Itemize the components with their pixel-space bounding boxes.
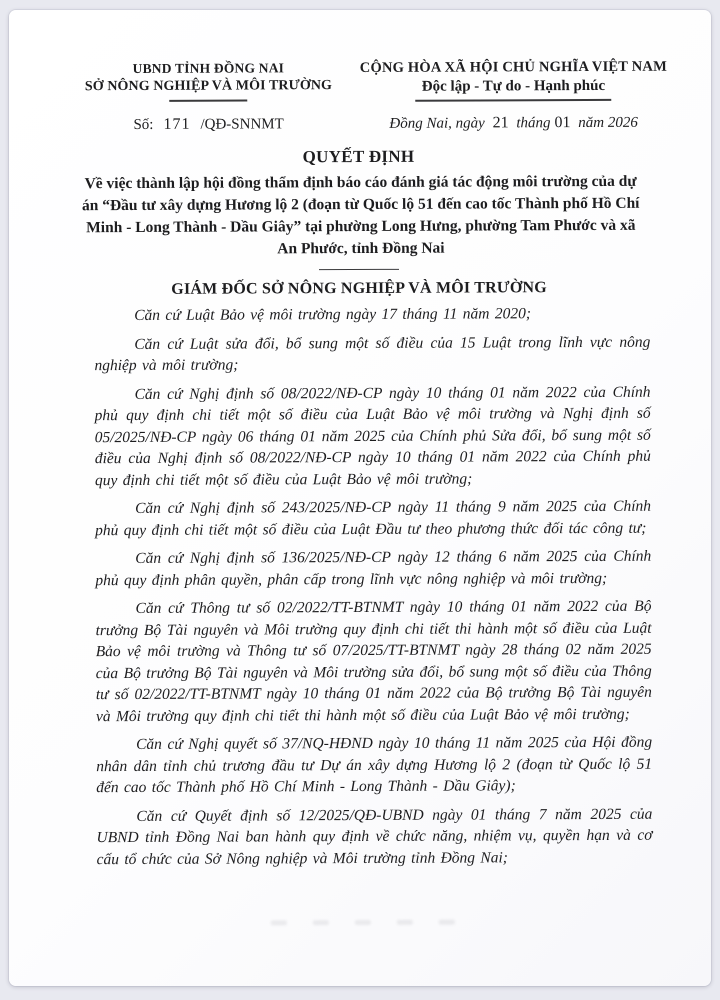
- issuer-rule: [170, 99, 248, 101]
- bleed-through-marks: [271, 919, 571, 928]
- dateline-day: 21: [492, 113, 509, 131]
- issuer-department: SỞ NÔNG NGHIỆP VÀ MÔI TRƯỜNG: [84, 78, 333, 95]
- document-content: [9, 10, 711, 986]
- national-motto-line2: Độc lập - Tự do - Hạnh phúc: [421, 77, 606, 95]
- recital-paragraph: Căn cứ Thông tư số 02/2022/TT-BTNMT ngày 10 tháng 01 năm 2022 của Bộ trưởng Bộ Tài nguyên và Môi trường quy định chi tiết thi hành một số điều của Luật Bảo vệ môi trường và Thông tư số 07/2025/TT-BTNMT ngày 28 tháng 02 năm 2025 của Bộ trưởng Bộ Tài nguyên và Môi trường sửa đổi, bổ sung một số điều của Thông tư số 02/2022/TT-BTNMT ngày 10 tháng 01 năm 2022 của Bộ trưởng Bộ Tài nguyên và Môi trường quy định chi tiết thi hành một số điều của Luật Bảo vệ môi trường;: [95, 597, 652, 725]
- document-header: [71, 59, 681, 103]
- document-subject: Về việc thành lập hội đồng thẩm định báo cáo đánh giá tác động môi trường của dự án “Đầu tư xây dựng Hương lộ 2 (đoạn từ Quốc lộ 51 đến cao tốc Thành phố Hồ Chí Minh - Long Thành - Dầu Giây” tại phường Long Hưng, phường Tam Phước và xã An Phước, tỉnh Đồng Nai: [81, 172, 640, 257]
- recital-paragraph: Căn cứ Nghị định số 08/2022/NĐ-CP ngày 10 tháng 01 năm 2022 của Chính phủ quy định chi tiết một số điều của Luật Bảo vệ môi trường và Nghị định số 05/2025/NĐ-CP ngày 06 tháng 01 năm 2025 của Chính phủ Sửa đổi, bổ sung một số điều của Nghị định số 08/2022/NĐ-CP ngày 10 tháng 01 năm 2022 của Chính phủ quy định chi tiết một số điều của Luật Bảo vệ môi trường;: [94, 383, 651, 489]
- number-suffix: /QĐ-SNNMT: [200, 115, 284, 133]
- recital-paragraph: Căn cứ Nghị quyết số 37/NQ-HĐND ngày 10 tháng 11 năm 2025 của Hội đồng nhân dân tỉnh chủ trương đầu tư Dự án xây dựng Hương lộ 2 (đoạn từ Quốc lộ 51 đến cao tốc Thành phố Hồ Chí Minh - Long Thành - Dầu Giây);: [96, 733, 653, 797]
- recital-paragraph: Căn cứ Nghị định số 243/2025/NĐ-CP ngày 11 tháng 9 năm 2025 của Chính phủ quy định chi tiết một số điều của Luật Đầu tư theo phương thức đối tác công tư;: [95, 497, 652, 539]
- national-block: [346, 59, 682, 102]
- document-title: QUYẾT ĐỊNH: [302, 146, 415, 166]
- authority-heading: GIÁM ĐỐC SỞ NÔNG NGHIỆP VÀ MÔI TRƯỜNG: [171, 279, 547, 298]
- number-value: 171: [163, 115, 191, 133]
- dateline-month-label: tháng: [516, 114, 551, 131]
- document-page: [9, 10, 711, 986]
- issuer-block: [71, 60, 346, 103]
- recital-paragraph: Căn cứ Nghị định số 136/2025/NĐ-CP ngày 12 tháng 6 năm 2025 của Chính phủ quy định phân quyền, phân cấp trong lĩnh vực nông nghiệp và môi trường;: [95, 547, 652, 589]
- document-dateline: [346, 113, 682, 132]
- recital-paragraph: Căn cứ Luật Bảo vệ môi trường ngày 17 tháng 11 năm 2020;: [134, 305, 532, 324]
- dateline-year: năm 2026: [578, 114, 638, 131]
- dateline-month: 01: [554, 113, 571, 131]
- dateline-prefix: Đồng Nai, ngày: [389, 114, 485, 132]
- document-number: [71, 115, 346, 134]
- issuer-parent: UBND TỈNH ĐỒNG NAI: [132, 60, 285, 76]
- national-rule: [416, 99, 612, 101]
- number-date-row: [71, 113, 681, 134]
- recitals-section: [94, 303, 652, 870]
- recital-paragraph: Căn cứ Luật sửa đổi, bổ sung một số điều của 15 Luật trong lĩnh vực nông nghiệp và môi trường;: [94, 333, 651, 375]
- number-label: Số:: [133, 116, 154, 133]
- subject-rule: [319, 268, 399, 270]
- recital-paragraph: Căn cứ Quyết định số 12/2025/QĐ-UBND ngày 01 tháng 7 năm 2025 của UBND tỉnh Đồng Nai ban hành quy định về chức năng, nhiệm vụ, quyền hạn và cơ cấu tổ chức của Sở Nông nghiệp và Môi trường tỉnh Đồng Nai;: [96, 805, 653, 868]
- national-motto-line1: CỘNG HÒA XÃ HỘI CHỦ NGHĨA VIỆT NAM: [359, 58, 667, 76]
